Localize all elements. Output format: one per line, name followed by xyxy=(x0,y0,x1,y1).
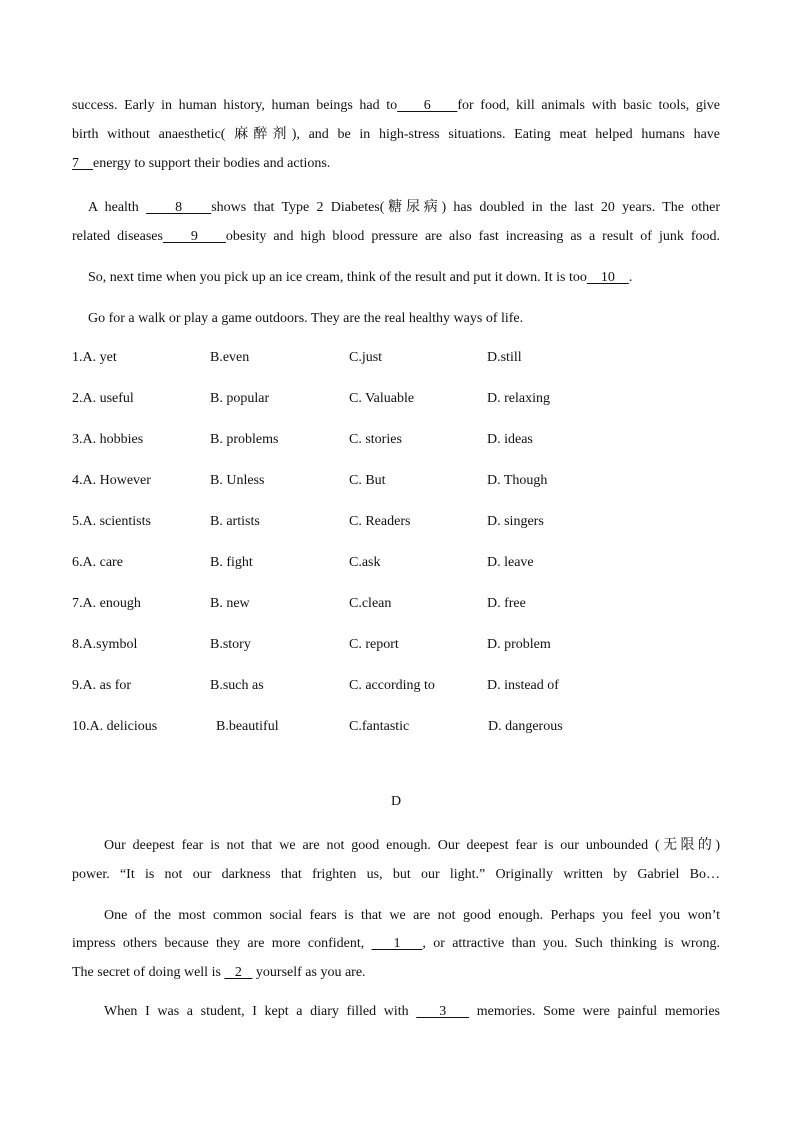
answer-option[interactable]: D. free xyxy=(487,596,526,611)
answer-option[interactable]: 10.A. delicious xyxy=(72,719,158,734)
answer-option[interactable]: D. singers xyxy=(487,514,544,529)
answer-option[interactable]: 8.A.symbol xyxy=(72,637,138,652)
answer-option[interactable]: C. stories xyxy=(349,432,402,447)
answer-option[interactable]: D. dangerous xyxy=(488,719,563,734)
question-row xyxy=(72,432,720,452)
text-line: One of the most common social fears is that we are not good enough. Perhaps you feel you won’t xyxy=(104,908,720,923)
paragraph-c1 xyxy=(72,91,720,178)
answer-option[interactable]: B. fight xyxy=(210,555,253,570)
answer-option[interactable]: C.ask xyxy=(349,555,381,570)
paragraph-d1 xyxy=(72,831,720,860)
answer-option[interactable]: D.still xyxy=(487,350,522,365)
question-row xyxy=(72,391,720,411)
text-line: The secret of doing well is 2 yourself as you are. xyxy=(72,965,366,980)
answer-option[interactable]: C. Valuable xyxy=(349,391,415,406)
question-row xyxy=(72,514,720,534)
blank-10[interactable]: 10 xyxy=(586,270,629,285)
answer-option[interactable]: B. artists xyxy=(210,514,260,529)
paragraph-d2-cont xyxy=(72,929,720,987)
answer-option[interactable]: B. new xyxy=(210,596,250,611)
answer-option[interactable]: B.beautiful xyxy=(216,719,279,734)
text-line: impress others because they are more confident, 1 , or attractive than you. Such thinking is wrong. xyxy=(72,936,721,951)
answer-option[interactable]: 5.A. scientists xyxy=(72,514,151,529)
answer-option[interactable]: B. popular xyxy=(210,391,270,406)
answer-option[interactable]: 9.A. as for xyxy=(72,678,132,693)
answer-option[interactable]: C.fantastic xyxy=(349,719,410,734)
blank-8[interactable]: 8 xyxy=(146,200,212,215)
blank-7[interactable]: 7 xyxy=(72,156,93,171)
question-row xyxy=(72,678,720,698)
text-line: Our deepest fear is not that we are not good enough. Our deepest fear is our unbounded (无限的) xyxy=(104,838,720,853)
question-row xyxy=(72,719,720,739)
paragraph-c3 xyxy=(72,263,720,292)
text-line: 7 energy to support their bodies and actions. xyxy=(72,156,331,171)
text-line: Go for a walk or play a game outdoors. They are the real healthy ways of life. xyxy=(88,311,524,326)
text-line: birth without anaesthetic( 麻醉剂), and be in high-stress situations. Eating meat helped humans have xyxy=(72,127,720,142)
answer-option[interactable]: D. leave xyxy=(487,555,534,570)
blank-6[interactable]: 6 xyxy=(397,98,458,113)
paragraph-c2-cont xyxy=(72,222,720,251)
section-heading-d: D xyxy=(390,794,402,809)
answer-option[interactable]: C.clean xyxy=(349,596,392,611)
text-line: A health 8 shows that Type 2 Diabetes(糖尿病) has doubled in the last 20 years. The other xyxy=(88,200,721,215)
answer-option[interactable]: D. relaxing xyxy=(487,391,550,406)
question-row xyxy=(72,596,720,616)
answer-option[interactable]: 4.A. However xyxy=(72,473,151,488)
answer-option[interactable]: C. But xyxy=(349,473,386,488)
answer-option[interactable]: 6.A. care xyxy=(72,555,123,570)
answer-option[interactable]: C. Readers xyxy=(349,514,411,529)
answer-option[interactable]: B.story xyxy=(210,637,251,652)
paragraph-d2 xyxy=(72,901,720,930)
text-line: power. “It is not our darkness that frighten us, but our light.” Originally written by Gabriel Bo… xyxy=(72,867,720,882)
answer-option[interactable]: D. Though xyxy=(487,473,548,488)
answer-option[interactable]: B.even xyxy=(210,350,250,365)
text-line: So, next time when you pick up an ice cream, think of the result and put it down. It is too 10 . xyxy=(88,270,633,285)
paragraph-d3 xyxy=(72,997,720,1026)
answer-option[interactable]: D. problem xyxy=(487,637,551,652)
paragraph-c4 xyxy=(72,304,720,333)
blank-d1[interactable]: 1 xyxy=(371,936,423,951)
question-row xyxy=(72,473,720,493)
answer-option[interactable]: D. ideas xyxy=(487,432,533,447)
text-line: When I was a student, I kept a diary filled with 3 memories. Some were painful memories xyxy=(104,1004,720,1019)
answer-option[interactable]: B. Unless xyxy=(210,473,265,488)
text-line: success. Early in human history, human beings had to 6 for food, kill animals with basic tools, give xyxy=(72,98,721,113)
answer-option[interactable]: D. instead of xyxy=(487,678,559,693)
paragraph-c2 xyxy=(72,193,720,222)
answer-option[interactable]: C.just xyxy=(349,350,383,365)
text-line: related diseases 9 obesity and high blood pressure are also fast increasing as a result of junk food. xyxy=(72,229,720,244)
paragraph-d1-cont xyxy=(72,860,720,889)
answer-option[interactable]: C. report xyxy=(349,637,399,652)
answer-option[interactable]: 1.A. yet xyxy=(72,350,117,365)
question-row xyxy=(72,637,720,657)
blank-d3[interactable]: 3 xyxy=(416,1004,470,1019)
answer-option[interactable]: 7.A. enough xyxy=(72,596,141,611)
question-row xyxy=(72,350,720,370)
blank-9[interactable]: 9 xyxy=(162,229,226,244)
answer-option[interactable]: B. problems xyxy=(210,432,279,447)
answer-option[interactable]: B.such as xyxy=(210,678,264,693)
answer-option[interactable]: 2.A. useful xyxy=(72,391,134,406)
question-row xyxy=(72,555,720,575)
answer-option[interactable]: C. according to xyxy=(349,678,435,693)
blank-d2[interactable]: 2 xyxy=(224,965,253,980)
answer-option[interactable]: 3.A. hobbies xyxy=(72,432,144,447)
